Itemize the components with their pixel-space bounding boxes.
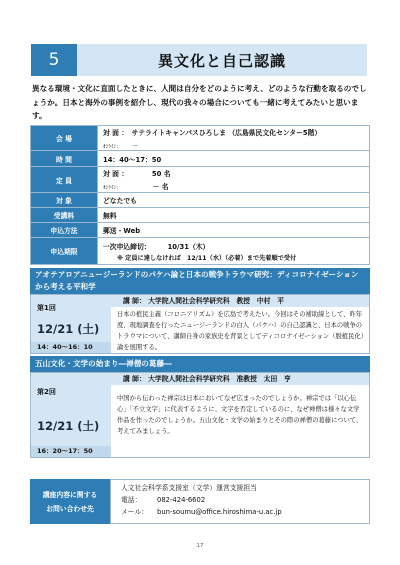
lecture2-box <box>30 372 370 458</box>
deadline-first: 一次申込締切： 10/31（木） <box>103 242 210 251</box>
contact-label <box>30 479 110 524</box>
page-number: 17 <box>196 543 204 549</box>
capacity-online: － 名 <box>152 183 169 191</box>
lecture1-time: 14：40～16：10 <box>31 342 111 353</box>
audience-label: 対 象 <box>31 193 98 208</box>
capacity-in-person-tag: 対 面 ： <box>103 170 125 178</box>
info-table <box>30 125 370 265</box>
method-label: 申込方法 <box>31 223 98 238</box>
contact-org: 人文社会科学系支援室（文学）運営支援担当 <box>121 484 257 492</box>
method-value: 郵送・Web <box>98 223 370 238</box>
deadline-label: 申込期限 <box>31 238 98 265</box>
contact-mail: bun-soumu@office.hiroshima-u.ac.jp <box>157 508 282 516</box>
venue-in-person-tag: 対 面 ： <box>103 128 125 137</box>
fee-row <box>31 208 370 223</box>
audience-value: どなたでも <box>98 193 370 208</box>
time-value: 14：40～17：50 <box>98 151 370 167</box>
lecture2-date: 12/21 (土) <box>37 419 100 433</box>
capacity-cell <box>98 167 370 193</box>
contact-label-line1: 講座内容に関する <box>42 490 98 499</box>
lecture2-lecturer: 講 師： 大学院人間社会科学研究科 准教授 太田 亨 <box>111 373 369 385</box>
lecture2-session-no: 第2回 <box>37 388 56 396</box>
time-label: 時 間 <box>31 151 98 167</box>
lecture1-date: 12/21 (土) <box>37 322 100 336</box>
contact-body <box>110 479 370 524</box>
time-row <box>31 151 370 167</box>
lecture1-heading: アオテアロアニュージーランドのパケハ論と日本の戦争トラウマ研究：ディコロナイゼーションから考える平和学 <box>30 268 370 294</box>
section-number: 5 <box>31 44 77 76</box>
audience-row <box>31 193 370 208</box>
deadline-note: ※ 定員に達しなければ 12/11（水）（必着）まで先着順で受付 <box>117 254 297 262</box>
lecture1-session <box>31 295 111 353</box>
lecture1-session-no: 第1回 <box>37 304 56 312</box>
capacity-row <box>31 167 370 193</box>
intro-text: 異なる環境・文化に直面したときに、人間は自分をどのように考え、どのような行動を取るのでしょうか。日本と海外の事例を紹介し、現代の我々の場合についても一緒に考えてみたいと思います。 <box>32 84 367 120</box>
lecture2-heading: 五山文化・文学の始まり―禅僧の葛藤― <box>30 356 370 372</box>
page-title: 異文化と自己認識 <box>77 44 367 76</box>
capacity-online-tag: ｵﾝﾗｲﾝ： <box>103 185 119 191</box>
contact-tel-label: 電話： <box>121 496 142 504</box>
deadline-cell <box>98 238 370 265</box>
venue-label: 会 場 <box>31 126 98 151</box>
contact-mail-label: メール： <box>121 508 149 516</box>
venue-online: － <box>132 141 139 150</box>
lecture2-abstract: 中国から伝わった禅宗は日本においてなぜ広まったのでしょうか。禅宗では「以心伝心」「不立文字」に代表するように、文字を否定しているのに、なぜ禅僧は様々な文学作品を作ったのでしょうか。五山文化・文学の始まりとその際の禅僧の葛藤について、考えてみましょう。 <box>117 395 363 435</box>
venue-cell <box>98 126 370 151</box>
lecture2-session <box>31 373 111 457</box>
capacity-in-person: 50 名 <box>151 170 171 178</box>
fee-label: 受講料 <box>31 208 98 223</box>
lecture1-lecturer: 講 師： 大学院人間社会科学研究科 教授 中村 平 <box>111 295 369 307</box>
venue-in-person: サテライトキャンパスひろしま （広島県民文化センター5階） <box>131 128 322 137</box>
lecture1-box <box>30 294 370 354</box>
venue-online-tag: ｵﾝﾗｲﾝ： <box>103 143 119 150</box>
venue-row <box>31 126 370 151</box>
fee-value: 無料 <box>98 208 370 223</box>
contact-label-line2: お問い合わせ先 <box>46 504 94 513</box>
lecture1-abstract: 日本の植民主義（コロニアリズム）を広島で考えたい。今回はその補助線として、昨年度、現地調査を行ったニュージーランドの白人（パケハ）の自己認識と、日本の戦争のトラウマについて、講師自身の家族史を背景としてディコロナイゼーション（脱植民化）論を展開する。 <box>117 311 364 351</box>
lecture2-time: 16：20～17：50 <box>31 446 111 457</box>
method-row <box>31 223 370 238</box>
contact-tel: 082-424-6602 <box>157 496 206 504</box>
deadline-row <box>31 238 370 265</box>
capacity-label: 定 員 <box>31 167 98 193</box>
